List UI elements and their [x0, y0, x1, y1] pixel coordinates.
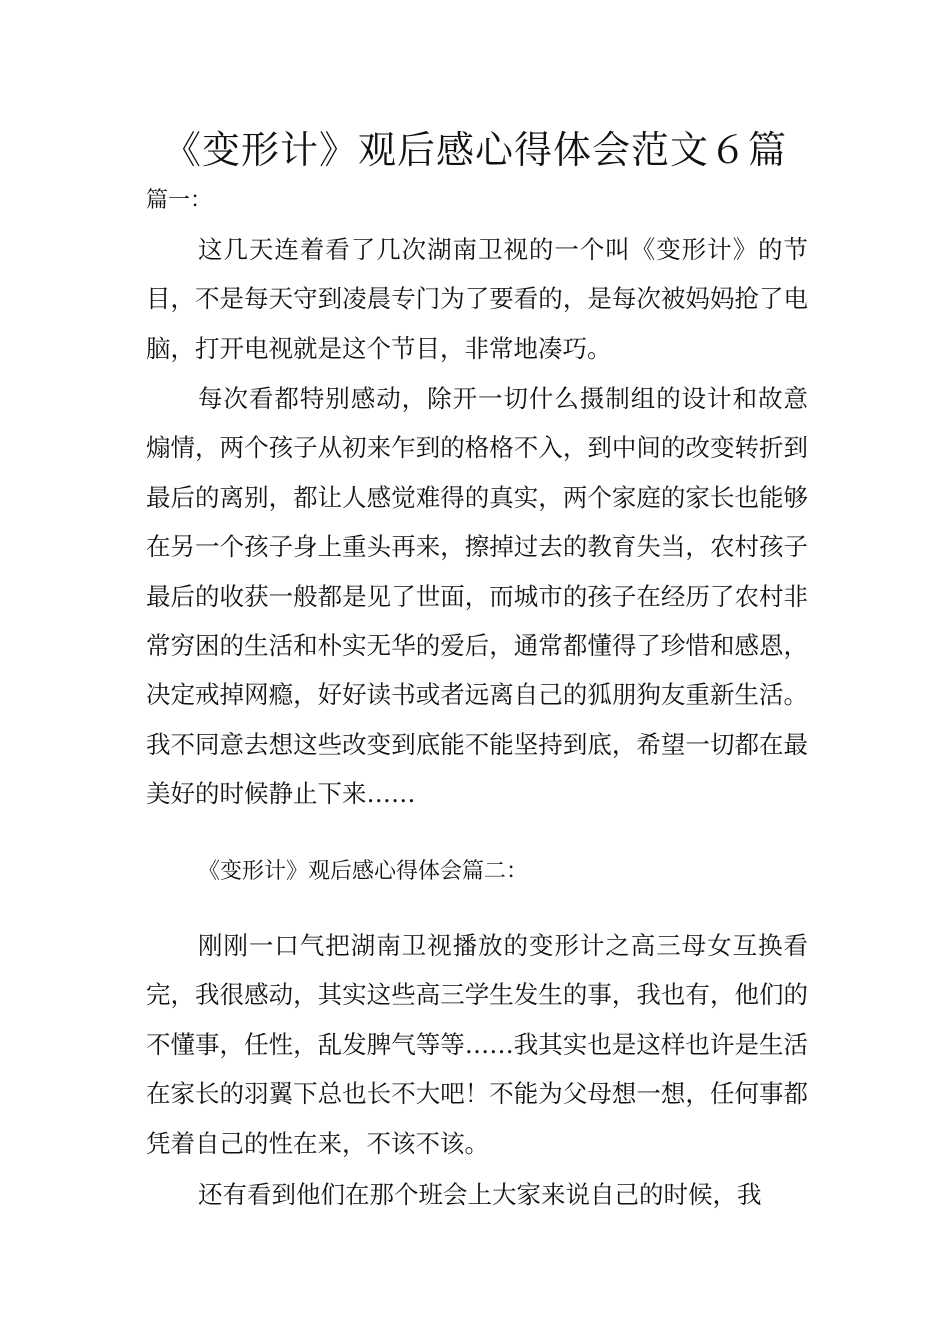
paragraph-4: 还有看到他们在那个班会上大家来说自己的时候，我 — [198, 1180, 762, 1209]
paragraph-3: 刚刚一口气把湖南卫视播放的变形计之高三母女互换看完，我很感动，其实这些高三学生发生的事，我也有，他们的不懂事，任性，乱发脾气等等……我其实也是这样也许是生活在家长的羽翼下总也长不大吧！不能为父母想一想，任何事都凭着自己的性在来，不该不该。 — [146, 931, 808, 1158]
paragraph-2: 每次看都特别感动，除开一切什么摄制组的设计和故意煽情，两个孩子从初来乍到的格格不入，到中间的改变转折到最后的离别，都让人感觉难得的真实，两个家庭的家长也能够在另一个孩子身上重头再来，擦掉过去的教育失当，农村孩子最后的收获一般都是见了世面，而城市的孩子在经历了农村非常穷困的生活和朴实无华的爱后，通常都懂得了珍惜和感恩，决定戒掉网瘾，好好读书或者远离自己的狐朋狗友重新生活。我不同意去想这些改变到底能不能坚持到底，希望一切都在最美好的时候静止下来…… — [146, 384, 808, 809]
document-title: 《变形计》观后感心得体会范文６篇 — [162, 128, 787, 172]
section-label: 篇一： — [146, 188, 213, 213]
paragraph-1: 这几天连着看了几次湖南卫视的一个叫《变形计》的节目，不是每天守到凌晨专门为了要看的，是每次被妈妈抢了电脑，打开电视就是这个节目，非常地凑巧。 — [146, 235, 808, 363]
section-subheading: 《变形计》观后感心得体会篇二： — [198, 859, 529, 884]
